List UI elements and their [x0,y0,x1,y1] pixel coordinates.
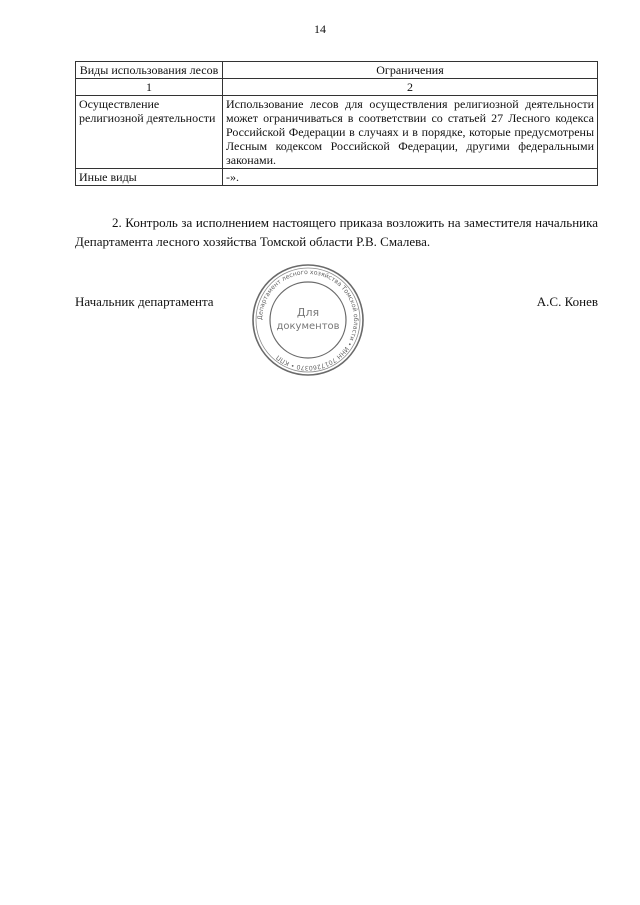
row-use-type: Осуществление религиозной деятельности [76,96,223,169]
signatory-position: Начальник департамента [75,294,214,309]
row-restriction: -». [223,169,598,186]
column-number-2: 2 [223,79,598,96]
stamp-center-line2: документов [276,321,340,332]
signatory-name: А.С. Конев [536,294,598,309]
official-stamp [250,262,366,378]
table-header-row [76,62,598,79]
order-paragraph-2: 2. Контроль за исполнением настоящего приказа возложить на заместителя начальника Департамента лесного хозяйства Томской области Р.В. Смалева. [75,215,598,249]
column-number-row [76,79,598,96]
forest-use-restrictions-table [75,61,598,186]
column-number-1: 1 [76,79,223,96]
stamp-center-line1: Для [296,306,320,319]
stamp-ring-text: Департамент лесного хозяйства Томской области • ИНН 7017260370 • КПП [256,268,360,372]
table-row [76,96,598,169]
row-use-type: Иные виды [76,169,223,186]
header-forest-use-types: Виды использования лесов [76,62,223,79]
table-row [76,169,598,186]
row-restriction: Использование лесов для осуществления религиозной деятельности может ограничиваться в соответствии со статьей 27 Лесного кодекса Российской Федерации в случаях и в порядке, которые предусмотрены Лесным кодексом Российской Федерации, другими федеральными законами. [223,96,598,169]
header-restrictions: Ограничения [223,62,598,79]
page-number: 14 [314,22,326,36]
